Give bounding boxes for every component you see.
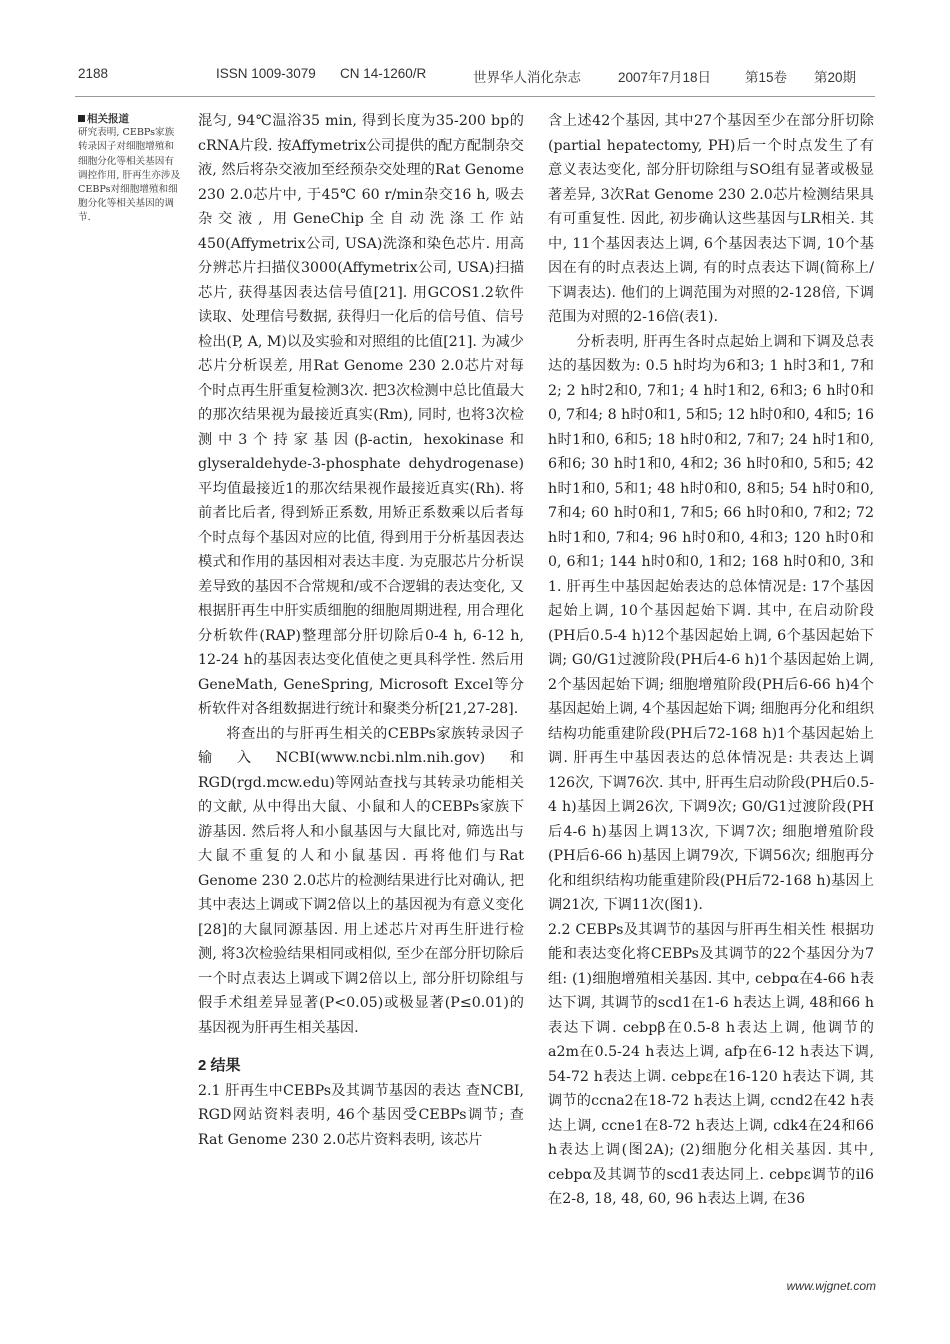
issue: 第20期 [814,70,857,85]
sidenote-text: 研究表明, CEBPs家族转录因子对细胞增殖和细胞分化等相关基因有调控作用, 肝再生亦涉及CEBPs对细胞增殖和细胞分化等相关基因的调节. [78,127,181,224]
footer-url: www.wjgnet.com [786,1279,876,1293]
cn-number: CN 14-1260/R [340,66,427,81]
paragraph-results-4: 2.2 CEBPs及其调节的基因与肝再生相关性 根据功能和表达变化将CEBPs及其调节的22个基因分为7组: (1)细胞增殖相关基因. 其中, cebpα在4-66 h表达下调, 其调节的scd1在1-6 h表达上调, 48和66 h表达下调. cebpβ在0.5-8 h表达上调, 他调节的a2m在0.5-24 h表达上调, afp在6-12 h表达下调, 54-72 h表达上调. cebpε在16-120 h表达下调, 其调节的ccna2在18-72 h表达上调, ccnd2在42 h表达上调, ccne1在8-72 h表达上调, cdk4在24和66 h表达上调(图2A); (2)细胞分化相关基因. 其中, cebpα及其调节的scd1表达同上. cebpε调节的il6在2-8, 18, 48, 60, 96 h表达上调, 在36 [548,921,874,1207]
paragraph-results-2: 含上述42个基因, 其中27个基因至少在部分肝切除(partial hepatectomy, PH)后一个时点发生了有意义表达变化, 部分肝切除组与SO组有显著或极显著差异, 3次Rat Genome 230 2.0芯片检测结果具有可重复性. 因此, 初步确认这些基因与LR相关. 其中, 11个基因表达上调, 6个基因表达下调, 10个基因在有的时点表达上调, 有的时点表达下调(简称上/下调表达). 他们的上调范围为对照的2-128倍, 下调范围为对照的2-16倍(表1). [548,113,874,325]
paragraph-methods-1: 混匀, 94℃温浴35 min, 得到长度为35-200 bp的cRNA片段. 按Affymetrix公司提供的配方配制杂交液, 然后将杂交液加至经预杂交处理的Rat Genome 230 2.0芯片中, 于45℃ 60 r/min杂交16 h, 吸去杂交液, 用GeneChip全自动洗涤工作站450(Affymetrix公司, USA)洗涤和染色芯片. 用高分辨芯片扫描仪3000(Affymetrix公司, USA)扫描芯片, 获得基因表达信号值[21]. 用GCOS1.2软件读取、处理信号数据, 获得归一化后的信号值、信号检出(P, A, M)以及实验和对照组的比值[21]. 为减少芯片分析误差, 用Rat Genome 230 2.0芯片对每个时点再生肝重复检测3次. 把3次检测中总比值最大的那次结果视为最接近真实(Rm), 同时, 也将3次检测中3个持家基因(β-actin, hexokinase和glyseraldehyde-3-phosphate dehydrogenase)平均值最接近1的那次结果视作最接近真实(Rh). 将前者比后者, 得到矫正系数, 用矫正系数乘以后者每个时点每个基因对应的比值, 得到用于分析基因表达模式和作用的基因相对表达丰度. 为克服芯片分析误差导致的基因不合常规和/或不合逻辑的表达变化, 又根据肝再生中肝实质细胞的细胞周期进程, 用合理化分析软件(RAP)整理部分肝切除后0-4 h, 6-12 h, 12-24 h的基因表达变化值使之更具科学性. 然后用GeneMath, GeneSpring, Microsoft Excel等分析软件对各组数据进行统计和聚类分析[21,27-28]. [198,113,524,717]
paragraph-results-1: 2.1 肝再生中CEBPs及其调节基因的表达 查NCBI, RGD网站资料表明, 46个基因受CEBPs调节; 查Rat Genome 230 2.0芯片资料表明, 该芯片 [198,1082,524,1148]
issue-date: 2007年7月18日 [618,70,712,85]
sidenote [78,112,182,226]
issn: ISSN 1009-3079 [216,66,316,81]
sidenote-title: 相关报道 [78,112,182,126]
running-header [0,66,950,90]
volume: 第15卷 [745,70,788,85]
page-number: 2188 [78,66,109,81]
header-rule [75,96,875,97]
subsection-heading-2-1: 2.1 肝再生中CEBPs及其调节基因的表达 [198,1082,462,1099]
journal-name: 世界华人消化杂志 [473,70,581,85]
square-bullet-icon [78,115,85,122]
paragraph-results-3: 分析表明, 肝再生各时点起始上调和下调及总表达的基因数为: 0.5 h时均为6和3; 1 h时3和1, 7和2; 2 h时2和0, 7和1; 4 h时1和2, 6和3; 6 h时0和0, 7和4; 8 h时0和1, 5和5; 12 h时0和0, 4和5; 16 h时1和0, 6和5; 18 h时0和2, 7和7; 24 h时1和0, 6和6; 30 h时1和0, 4和2; 36 h时0和0, 5和5; 42 h时1和0, 5和1; 48 h时0和0, 8和5; 54 h时0和0, 7和4; 60 h时0和1, 7和5; 66 h时0和0, 7和2; 72 h时1和0, 7和4; 96 h时0和0, 4和3; 120 h时0和0, 6和1; 144 h时0和0, 1和2; 168 h时0和0, 3和1. 肝再生中基因起始表达的总体情况是: 17个基因起始上调, 10个基因起始下调. 其中, 在启动阶段(PH后0.5-4 h)12个基因起始上调, 6个基因起始下调; G0/G1过渡阶段(PH后4-6 h)1个基因起始上调, 2个基因起始下调; 细胞增殖阶段(PH后6-66 h)4个基因起始上调, 4个基因起始下调; 细胞再分化和组织结构功能重建阶段(PH后72-168 h)1个基因起始上调. 肝再生中基因表达的总体情况是: 共表达上调126次, 下调76次. 其中, 肝再生启动阶段(PH后0.5-4 h)基因上调26次, 下调9次; G0/G1过渡阶段(PH后4-6 h)基因上调13次, 下调7次; 细胞增殖阶段(PH后6-66 h)基因上调79次, 下调56次; 细胞再分化和组织结构功能重建阶段(PH后72-168 h)基因上调21次, 下调11次(图1). [548,333,874,913]
column-left [198,109,524,1152]
section-heading-results: 2 结果 [198,1057,241,1074]
subsection-heading-2-2: 2.2 CEBPs及其调节的基因与肝再生相关性 [548,921,827,938]
column-right [548,109,874,1212]
paragraph-methods-2: 将查出的与肝再生相关的CEBPs家族转录因子输入NCBI(www.ncbi.nlm.nih.gov)和RGD(rgd.mcw.edu)等网站查找与其转录功能相关的文献, 从中得出大鼠、小鼠和人的CEBPs家族下游基因. 然后将人和小鼠基因与大鼠比对, 筛选出与大鼠不重复的人和小鼠基因. 再将他们与Rat Genome 230 2.0芯片的检测结果进行比对确认, 把其中表达上调或下调2倍以上的基因视为有意义变化[28]的大鼠同源基因. 用上述芯片对再生肝进行检测, 将3次检验结果相同或相似, 至少在部分肝切除后一个时点表达上调或下调2倍以上, 部分肝切除组与假手术组差异显著(P<0.05)或极显著(P≤0.01)的基因视为肝再生相关基因. [198,725,524,1036]
